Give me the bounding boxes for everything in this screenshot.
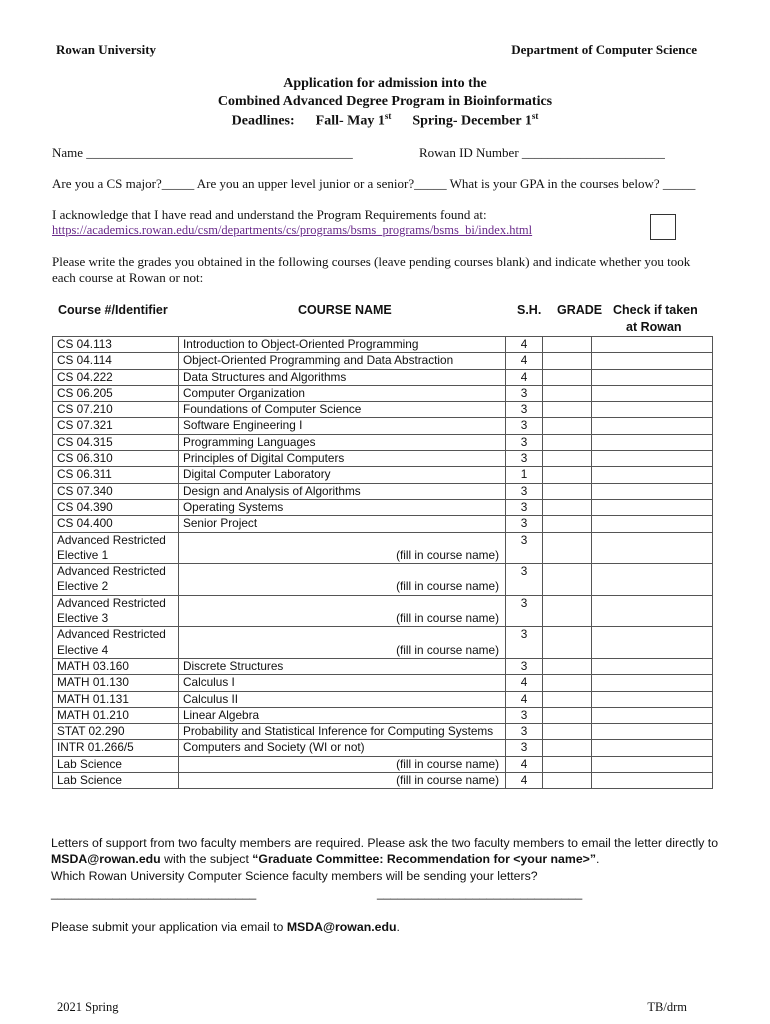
elective-id-line-1: Advanced Restricted	[57, 532, 166, 547]
header-check-2: at Rowan	[626, 320, 682, 334]
university-name: Rowan University	[56, 42, 157, 57]
course-id: CS 07.321	[53, 418, 179, 434]
table-row	[53, 434, 713, 450]
deadlines-label: Deadlines:	[231, 113, 295, 129]
course-sh: 3	[506, 595, 543, 627]
table-row	[53, 691, 713, 707]
course-id: CS 04.114	[53, 353, 179, 369]
rowan-check-cell[interactable]	[592, 564, 713, 596]
grade-cell[interactable]	[543, 756, 592, 772]
table-row	[53, 385, 713, 401]
table-row	[53, 337, 713, 353]
fill-in-hint: (fill in course name)	[396, 642, 499, 657]
table-row	[53, 483, 713, 499]
rowan-check-cell[interactable]	[592, 724, 713, 740]
course-sh: 3	[506, 658, 543, 674]
course-id: CS 07.210	[53, 402, 179, 418]
elective-id-line-1: Advanced Restricted	[57, 564, 166, 579]
rowan-check-cell[interactable]	[592, 499, 713, 515]
elective-name-cell[interactable]	[179, 595, 506, 627]
course-name: Operating Systems	[179, 499, 506, 515]
grade-cell[interactable]	[543, 516, 592, 532]
course-id: Lab Science	[53, 773, 179, 789]
course-name: Design and Analysis of Algorithms	[179, 483, 506, 499]
course-name: Software Engineering I	[179, 418, 506, 434]
spring-sup: st	[531, 111, 539, 121]
fall-sup: st	[384, 111, 392, 121]
fill-in-hint: (fill in course name)	[396, 611, 499, 626]
table-row	[53, 707, 713, 723]
course-sh: 3	[506, 402, 543, 418]
elective-name-cell[interactable]	[179, 627, 506, 659]
rowan-check-cell[interactable]	[592, 418, 713, 434]
name-line[interactable]: _________________________________________	[86, 145, 353, 160]
rowan-check-cell[interactable]	[592, 740, 713, 756]
footer-term: 2021 Spring	[57, 1000, 119, 1014]
lab-name-cell[interactable]	[179, 756, 506, 772]
rowan-check-cell[interactable]	[592, 691, 713, 707]
course-sh: 3	[506, 707, 543, 723]
course-sh: 4	[506, 369, 543, 385]
course-sh: 4	[506, 675, 543, 691]
grade-cell[interactable]	[543, 499, 592, 515]
course-id: MATH 01.210	[53, 707, 179, 723]
elective-row	[53, 532, 713, 564]
elective-row	[53, 595, 713, 627]
course-sh: 3	[506, 740, 543, 756]
rowan-check-cell[interactable]	[592, 756, 713, 772]
letters-text-2	[51, 852, 599, 866]
grade-cell[interactable]	[543, 532, 592, 564]
grade-cell[interactable]	[543, 740, 592, 756]
name-label: Name	[52, 145, 84, 160]
course-id: MATH 01.131	[53, 691, 179, 707]
footer-initials: TB/drm	[647, 1000, 687, 1014]
course-sh: 4	[506, 773, 543, 789]
course-id: CS 04.390	[53, 499, 179, 515]
course-name: Data Structures and Algorithms	[179, 369, 506, 385]
rowan-check-cell[interactable]	[592, 385, 713, 401]
submit-text	[51, 920, 400, 934]
course-sh: 3	[506, 385, 543, 401]
course-id: CS 06.205	[53, 385, 179, 401]
elective-id-line-2: Elective 4	[57, 642, 109, 657]
course-sh: 4	[506, 353, 543, 369]
title-line-2: Combined Advanced Degree Program in Bioinformatics	[217, 94, 553, 109]
rowan-check-cell[interactable]	[592, 369, 713, 385]
instructions-line-1: Please write the grades you obtained in the following courses (leave pending courses blank) and indicate whether you took	[52, 254, 691, 269]
header-course-id: Course #/Identifier	[58, 303, 168, 317]
table-row	[53, 402, 713, 418]
table-row	[53, 467, 713, 483]
grade-cell[interactable]	[543, 418, 592, 434]
grade-cell[interactable]	[543, 691, 592, 707]
course-sh: 3	[506, 532, 543, 564]
table-row	[53, 353, 713, 369]
program-requirements-link[interactable]: https://academics.rowan.edu/csm/departments/cs/programs/bsms_programs/bsms_bi/index.html	[52, 223, 533, 237]
course-sh: 3	[506, 724, 543, 740]
fall-deadline: Fall- May 1	[315, 113, 385, 129]
letters-email[interactable]: MSDA@rowan.edu	[51, 852, 161, 866]
course-sh: 1	[506, 467, 543, 483]
elective-id-line-2: Elective 3	[57, 611, 109, 626]
rowan-check-cell[interactable]	[592, 451, 713, 467]
grade-cell[interactable]	[543, 724, 592, 740]
submit-prefix: Please submit your application via email to	[51, 920, 287, 934]
spring-deadline: Spring- December 1	[412, 113, 532, 129]
acknowledge-checkbox[interactable]	[650, 214, 676, 240]
course-id: STAT 02.290	[53, 724, 179, 740]
course-name: Programming Languages	[179, 434, 506, 450]
grade-cell[interactable]	[543, 595, 592, 627]
course-name: Discrete Structures	[179, 658, 506, 674]
lab-row	[53, 756, 713, 772]
rowan-check-cell[interactable]	[592, 516, 713, 532]
grade-cell[interactable]	[543, 337, 592, 353]
grade-cell[interactable]	[543, 353, 592, 369]
course-name: Foundations of Computer Science	[179, 402, 506, 418]
rowan-check-cell[interactable]	[592, 595, 713, 627]
letters-mid: with the subject	[160, 852, 253, 866]
table-row	[53, 499, 713, 515]
table-row	[53, 418, 713, 434]
elective-id-line-2: Elective 1	[57, 547, 109, 562]
grade-cell[interactable]	[543, 707, 592, 723]
course-name: Probability and Statistical Inference for Computing Systems	[179, 724, 506, 740]
rowan-check-cell[interactable]	[592, 532, 713, 564]
course-id: CS 06.310	[53, 451, 179, 467]
table-row	[53, 658, 713, 674]
course-id: CS 04.400	[53, 516, 179, 532]
header-course-name: COURSE NAME	[298, 303, 392, 317]
letters-question: Which Rowan University Computer Science faculty members will be sending your letters?	[51, 869, 538, 883]
grade-cell[interactable]	[543, 369, 592, 385]
course-name: Computers and Society (WI or not)	[179, 740, 506, 756]
name-field[interactable]	[52, 145, 353, 161]
rowan-check-cell[interactable]	[592, 402, 713, 418]
courses-table-body	[53, 337, 713, 789]
table-row	[53, 369, 713, 385]
faculty-blank-2[interactable]: ______________________________	[377, 886, 583, 900]
fill-in-hint: (fill in course name)	[396, 773, 499, 788]
table-row	[53, 675, 713, 691]
rowan-check-cell[interactable]	[592, 337, 713, 353]
course-id: CS 04.315	[53, 434, 179, 450]
elective-id-line-1: Advanced Restricted	[57, 595, 166, 610]
rowan-check-cell[interactable]	[592, 707, 713, 723]
elective-row	[53, 564, 713, 596]
elective-id	[53, 627, 179, 659]
course-id: Lab Science	[53, 756, 179, 772]
rowan-check-cell[interactable]	[592, 353, 713, 369]
course-sh: 3	[506, 483, 543, 499]
elective-id-line-2: Elective 2	[57, 579, 109, 594]
course-name: Computer Organization	[179, 385, 506, 401]
course-id: INTR 01.266/5	[53, 740, 179, 756]
table-row	[53, 740, 713, 756]
elective-name-cell[interactable]	[179, 564, 506, 596]
rowan-check-cell[interactable]	[592, 675, 713, 691]
course-name: Introduction to Object-Oriented Programming	[179, 337, 506, 353]
grade-cell[interactable]	[543, 451, 592, 467]
rowan-check-cell[interactable]	[592, 483, 713, 499]
grade-cell[interactable]	[543, 658, 592, 674]
course-id: CS 06.311	[53, 467, 179, 483]
course-sh: 4	[506, 691, 543, 707]
grade-cell[interactable]	[543, 564, 592, 596]
letters-subject: “Graduate Committee: Recommendation for <your name>”	[252, 852, 596, 866]
acknowledge-text: I acknowledge that I have read and understand the Program Requirements found at:	[52, 207, 487, 222]
submit-end: .	[396, 920, 400, 934]
course-name: Linear Algebra	[179, 707, 506, 723]
table-row	[53, 724, 713, 740]
deadlines	[0, 111, 770, 130]
elective-id-line-1: Advanced Restricted	[57, 627, 166, 642]
rowan-check-cell[interactable]	[592, 658, 713, 674]
course-id: CS 04.113	[53, 337, 179, 353]
table-row	[53, 451, 713, 467]
submit-email[interactable]: MSDA@rowan.edu	[286, 920, 397, 934]
course-name: Calculus I	[179, 675, 506, 691]
elective-row	[53, 627, 713, 659]
courses-table	[52, 336, 713, 789]
grade-cell[interactable]	[543, 385, 592, 401]
rowan-check-cell[interactable]	[592, 773, 713, 789]
course-id: CS 07.340	[53, 483, 179, 499]
title-line-1: Application for admission into the	[283, 76, 487, 91]
course-sh: 3	[506, 627, 543, 659]
lab-row	[53, 773, 713, 789]
grade-cell[interactable]	[543, 627, 592, 659]
fill-in-hint: (fill in course name)	[396, 756, 499, 771]
header-check-1: Check if taken	[613, 303, 698, 317]
grade-cell[interactable]	[543, 434, 592, 450]
elective-id	[53, 532, 179, 564]
grade-cell[interactable]	[543, 675, 592, 691]
department-name: Department of Computer Science	[511, 42, 697, 57]
course-name: Digital Computer Laboratory	[179, 467, 506, 483]
faculty-blank-1[interactable]: ______________________________	[51, 886, 257, 900]
instructions-line-2: each course at Rowan or not:	[52, 270, 204, 285]
course-id: MATH 01.130	[53, 675, 179, 691]
course-sh: 4	[506, 756, 543, 772]
course-sh: 4	[506, 337, 543, 353]
grade-cell[interactable]	[543, 467, 592, 483]
course-sh: 3	[506, 451, 543, 467]
rowan-id-line[interactable]: ______________________	[521, 145, 665, 160]
letters-end: .	[595, 852, 600, 866]
course-sh: 3	[506, 499, 543, 515]
rowan-check-cell[interactable]	[592, 627, 713, 659]
course-name: Principles of Digital Computers	[179, 451, 506, 467]
lab-name-cell[interactable]	[179, 773, 506, 789]
elective-name-cell[interactable]	[179, 532, 506, 564]
course-id: CS 04.222	[53, 369, 179, 385]
rowan-check-cell[interactable]	[592, 467, 713, 483]
elective-id	[53, 564, 179, 596]
grade-cell[interactable]	[543, 773, 592, 789]
course-sh: 3	[506, 564, 543, 596]
fill-in-hint: (fill in course name)	[396, 579, 499, 594]
course-sh: 3	[506, 434, 543, 450]
table-row	[53, 516, 713, 532]
course-name: Calculus II	[179, 691, 506, 707]
header-sh: S.H.	[517, 303, 542, 317]
fill-in-hint: (fill in course name)	[396, 547, 499, 562]
course-sh: 3	[506, 418, 543, 434]
rowan-id-label: Rowan ID Number	[419, 145, 519, 160]
letters-text-1: Letters of support from two faculty members are required. Please ask the two faculty members to email the letter directly to	[51, 836, 719, 850]
eligibility-questions[interactable]: Are you a CS major?_____ Are you an upper level junior or a senior?_____ What is your GPA in the courses below? _____	[52, 176, 696, 191]
header-grade: GRADE	[557, 303, 603, 317]
course-name: Object-Oriented Programming and Data Abstraction	[179, 353, 506, 369]
course-name: Senior Project	[179, 516, 506, 532]
grade-cell[interactable]	[543, 483, 592, 499]
rowan-check-cell[interactable]	[592, 434, 713, 450]
grade-cell[interactable]	[543, 402, 592, 418]
elective-id	[53, 595, 179, 627]
course-id: MATH 03.160	[53, 658, 179, 674]
course-sh: 3	[506, 516, 543, 532]
rowan-id-field[interactable]	[419, 145, 665, 161]
